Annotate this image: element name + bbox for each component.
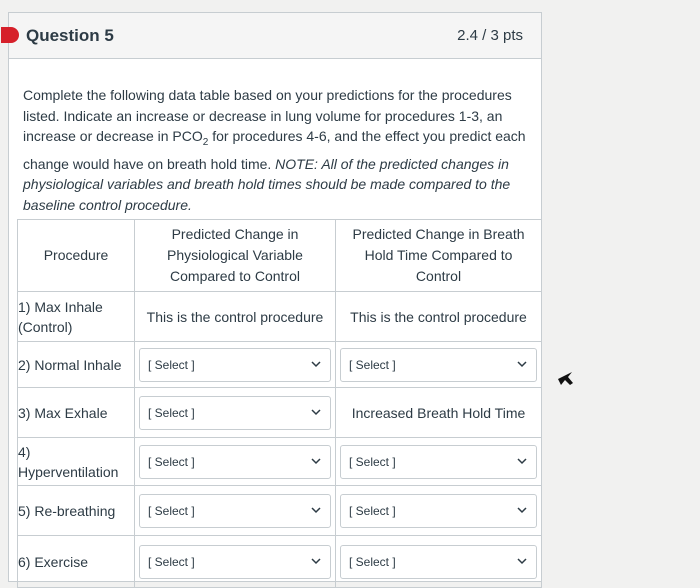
procedure-cell: 4) Hyperventilation	[18, 438, 135, 486]
question-header	[9, 13, 541, 59]
header-breath-hold	[336, 220, 542, 292]
prompt-note: NOTE: All of the predicted changes in physiological variables and breath hold times should be made compared to the baseline control procedure.	[23, 155, 511, 213]
procedure-cell: 6) Exercise	[18, 536, 135, 588]
select-value: [ Select ]	[148, 357, 195, 372]
procedure-cell: 2) Normal Inhale	[18, 342, 135, 388]
physiological-cell	[135, 486, 336, 536]
header-procedure: Procedure	[18, 220, 135, 292]
select-value: [ Select ]	[349, 454, 396, 469]
breath-hold-cell	[336, 342, 542, 388]
table-header-row	[18, 220, 542, 292]
question-title: Question 5	[26, 26, 114, 45]
prompt-text-2: for procedures 4-6, and the effect you predict each change would have on breath hold time.	[23, 128, 526, 172]
physiological-static: This is the control procedure	[135, 292, 336, 342]
table-row	[18, 292, 542, 342]
select-value: [ Select ]	[349, 357, 396, 372]
breath-hold-cell	[336, 486, 542, 536]
select-value: [ Select ]	[148, 554, 195, 569]
physiological-select[interactable]	[139, 494, 331, 528]
chevron-down-icon	[516, 504, 528, 516]
physiological-select[interactable]	[139, 545, 331, 579]
physiological-select[interactable]	[139, 445, 331, 479]
breath-hold-static: This is the control procedure	[336, 292, 542, 342]
mouse-cursor-icon	[556, 369, 574, 389]
breath-hold-answer: Increased Breath Hold Time	[336, 388, 542, 438]
select-value: [ Select ]	[349, 554, 396, 569]
question-prompt	[23, 85, 528, 215]
breath-hold-select[interactable]	[340, 445, 537, 479]
procedure-cell: 1) Max Inhale (Control)	[18, 292, 135, 342]
table-row	[18, 486, 542, 536]
chevron-down-icon	[516, 358, 528, 370]
question-points: 2.4 / 3 pts	[457, 27, 523, 44]
procedure-cell: 5) Re-breathing	[18, 486, 135, 536]
question-card	[8, 12, 542, 582]
breath-hold-select[interactable]	[340, 545, 537, 579]
chevron-down-icon	[310, 358, 322, 370]
chevron-down-icon	[516, 455, 528, 467]
header-physiological	[135, 220, 336, 292]
table-row	[18, 342, 542, 388]
prompt-subscript: 2	[202, 136, 209, 148]
physiological-cell	[135, 536, 336, 588]
breath-hold-cell	[336, 536, 542, 588]
chevron-down-icon	[310, 555, 322, 567]
physiological-cell	[135, 438, 336, 486]
procedure-cell: 3) Max Exhale	[18, 388, 135, 438]
chevron-down-icon	[310, 455, 322, 467]
chevron-down-icon	[310, 504, 322, 516]
header-physiological-text: Predicted Change in Physiological Variable Compared to Control	[167, 226, 303, 284]
breath-hold-select[interactable]	[340, 348, 537, 382]
data-table	[17, 219, 542, 588]
select-value: [ Select ]	[349, 503, 396, 518]
table-row	[18, 438, 542, 486]
header-breath-hold-text: Predicted Change in Breath Hold Time Compared to Control	[352, 226, 525, 284]
select-value: [ Select ]	[148, 405, 195, 420]
physiological-select[interactable]	[139, 396, 331, 430]
physiological-cell	[135, 388, 336, 438]
flag-icon[interactable]	[1, 27, 19, 43]
breath-hold-cell	[336, 438, 542, 486]
chevron-down-icon	[516, 555, 528, 567]
physiological-select[interactable]	[139, 348, 331, 382]
select-value: [ Select ]	[148, 503, 195, 518]
chevron-down-icon	[310, 406, 322, 418]
table-row	[18, 536, 542, 588]
prompt-text: Complete the following data table based on your predictions for the procedures listed. Indicate an increase or decrease in lung volume for procedures 1-3, an increase or decrease in PCO	[23, 87, 512, 145]
table-row	[18, 388, 542, 438]
select-value: [ Select ]	[148, 454, 195, 469]
breath-hold-select[interactable]	[340, 494, 537, 528]
physiological-cell	[135, 342, 336, 388]
